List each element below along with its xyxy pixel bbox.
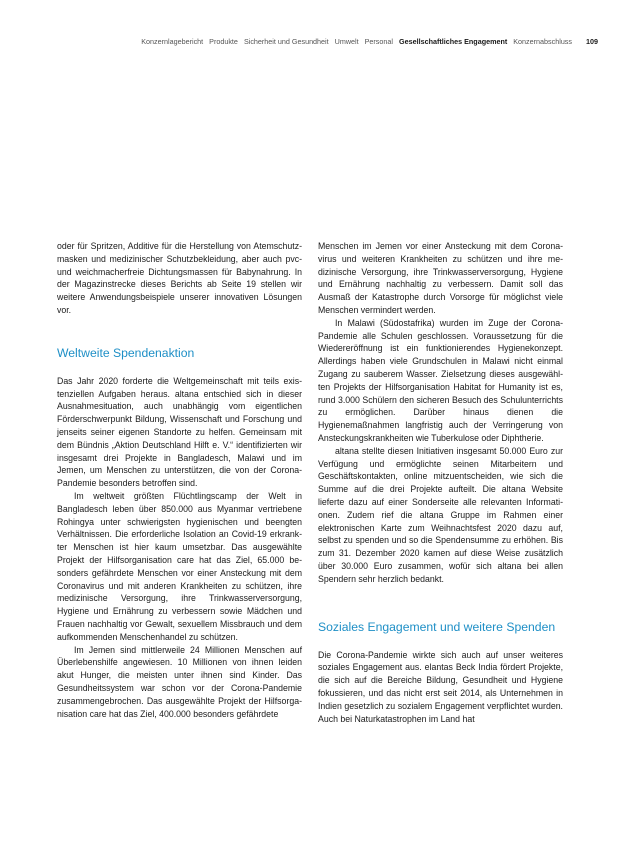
intro-paragraph: oder für Spritzen, Additive für die Herstellung von Atemschutzmasken und medizinischer Schutzbekleidung, aber auch pvc- und weichmacherfreie Dichtungsmassen für Babynahrung. In der Magazinstrecke dieses Berichts ab Seite 19 stellen wir weitere Anwendungsbeispiele unserer innovativen Lösungen vor. bbox=[57, 241, 302, 315]
nav-sicherheit-gesundheit[interactable]: Sicherheit und Gesundheit bbox=[243, 37, 329, 46]
section-heading-soziales-engagement: Soziales Engagement und weitere Spenden bbox=[318, 619, 556, 634]
nav-personal[interactable]: Personal bbox=[364, 37, 393, 46]
left-column bbox=[57, 240, 302, 720]
nav-konzernabschluss[interactable]: Konzernabschluss bbox=[513, 37, 572, 46]
body-paragraph: Die Corona-Pandemie wirkte sich auch auf unser weiteres soziales Engagement aus. elantas Beck India fördert Projekte, die sich auf die Bereiche Bildung, Gesundheit und Hygiene fokussieren, und das nicht erst seit 2014, als Unternehmen in Indien gesetzlich zu sozialem Engagement verpflichtet wurden. Auch bei Naturkatastrophen im Land hat bbox=[318, 649, 563, 724]
nav-umwelt[interactable]: Umwelt bbox=[334, 37, 359, 46]
nav-gesellschaftliches-engagement[interactable]: Gesellschaftliches Engagement bbox=[399, 37, 508, 46]
nav-produkte[interactable]: Produkte bbox=[209, 37, 238, 46]
right-column bbox=[318, 240, 563, 725]
header-navigation bbox=[141, 37, 598, 46]
section-heading-weltweite-spendenaktion: Weltweite Spendenaktion bbox=[57, 345, 195, 360]
page-number: 109 bbox=[586, 37, 598, 46]
body-paragraph: altana stellte diesen Initiativen insgesamt 50.000 Euro zur Verfügung und ermöglichte seinen Mitarbeitern und Geschäftskontakten, online mitzuentscheiden, wie sich die Summe auf die drei Projekte aufteilt. Die altana Website lieferte dazu auf einer Sonderseite alle relevanten Informationen. Zudem rief die altana Gruppe im Rahmen einer elektronischen Karte zum Weihnachtsfest 2020 dazu auf, selbst zu spenden und so die Spendensumme zu erhöhen. Bis zum 31. Dezember 2020 kamen auf diese Weise zusätzlich über 30.000 Euro zusammen, wofür sich altana bei allen Spendern sehr herzlich bedankt. bbox=[318, 445, 563, 584]
body-paragraph: In Malawi (Südostafrika) wurden im Zuge der Corona-Pandemie alle Schulen geschlossen. Voraussetzung für die Wiedereröffnung ist ein funktionierendes Hygienekonzept. Allerdings haben viele Grundschulen in Malawi nicht einmal Zugang zu sauberem Wasser. Zielsetzung dieses ausgewählten Projekts der Hilfsorganisation Habitat for Humanity ist es, rund 3.000 Schülern den sicheren Besuch des Schulunterrichts zu ermöglichen. Darüber hinaus dienen die Hygienemaßnahmen langfristig auch der Verringerung von Ansteckungskrankheiten wie Tuberkulose oder Diphtherie. bbox=[318, 317, 563, 443]
nav-konzernlagebericht[interactable]: Konzernlagebericht bbox=[141, 37, 204, 46]
body-paragraph: Im Jemen sind mittlerweile 24 Millionen Menschen auf Überlebenshilfe angewiesen. 10 Millionen von ihnen leiden akut Hunger, die meisten unter ihnen sind Kinder. Das Gesundheitssystem war schon vor der Corona-Pandemie zusammengebrochen. Das ausgewählte Projekt der Hilfsorganisation care hat das Ziel, 400.000 besonders gefährdete bbox=[57, 644, 302, 719]
body-paragraph: Im weltweit größten Flüchtlingscamp der Welt in Bangladesch leben über 850.000 aus Myanmar vertriebene Rohingya unter schwierigsten hygienischen und beengten Verhältnissen. Die erforderliche Isolation an Covid-19 erkrankter Menschen ist hier kaum umsetzbar. Das ausgewählte Projekt der Hilfsorganisation care hat das Ziel, 65.000 besonders gefährdete Menschen vor einer Ansteckung mit dem Coronavirus und mit anderen Krankheiten zu schützen, ihre medizinische Versorgung, ihre Trinkwasserversorgung, Hygiene und Ernährung zu verbessern sowie Mädchen und Frauen nachhaltig vor Gewalt, sexuellem Missbrauch und dem aufkommenden Menschenhandel zu schützen. bbox=[57, 490, 302, 642]
body-paragraph: Menschen im Jemen vor einer Ansteckung mit dem Coronavirus und weiteren Krankheiten zu schützen und ihre medizinische Versorgung, ihre Trinkwasserversorgung, Hygiene und Ernährung nachhaltig zu verbessern. Damit soll das Ausmaß der Katastrophe durch Vorsorge für möglichst viele Menschen vermindert werden. bbox=[318, 241, 563, 315]
body-paragraph: Das Jahr 2020 forderte die Weltgemeinschaft mit teils existenziellen Aufgaben heraus. altana entschied sich in dieser Ausnahmesituation, auch unabhängig vom eigentlichen Förderschwerpunkt Bildung, Wissenschaft und Forschung und jenseits seiner eigenen Standorte zu helfen. Gemeinsam mit dem Bündnis „Aktion Deutschland Hilft e. V.“ identifizierten wir insgesamt drei Projekte in Bangladesch, Malawi und im Jemen, um Menschen zu unterstützen, die von der Corona-Pandemie besonders betroffen sind. bbox=[57, 375, 302, 489]
